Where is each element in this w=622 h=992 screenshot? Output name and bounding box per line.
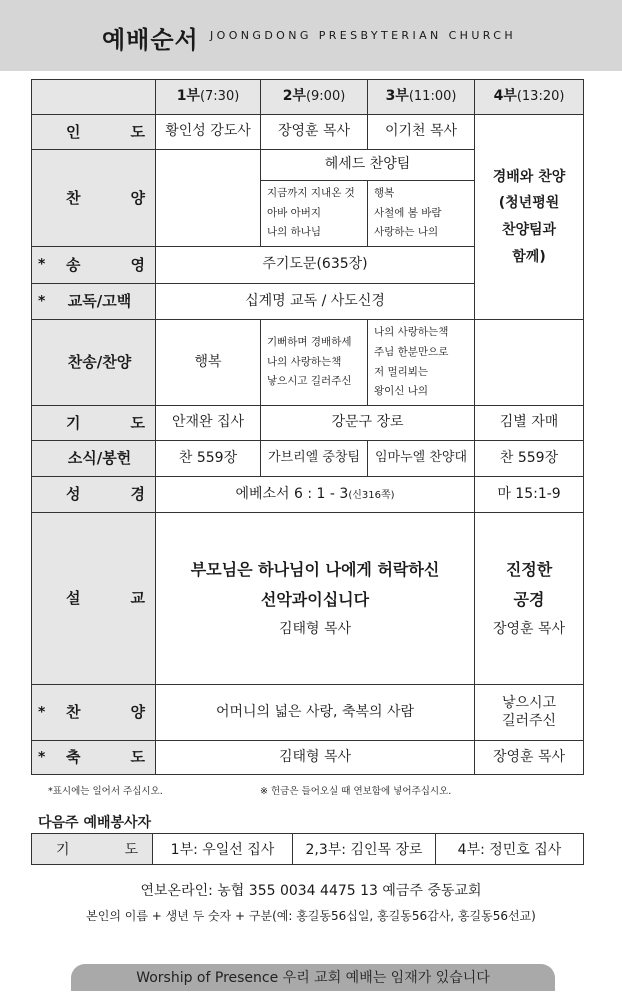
praise-service-2-songs: 지금까지 지내온 것 아바 아버지 나의 하나님 [261, 181, 368, 247]
prayer-row [32, 406, 584, 441]
praise-team: 헤세드 찬양팀 [261, 150, 475, 181]
offering-service-3: 임마누엘 찬양대 [368, 441, 475, 477]
sermon-title: 부모님은 하나님이 나에게 허락하신 [190, 559, 440, 579]
service-2-header: 2부(9:00) [261, 80, 368, 115]
benediction-service-4: 장영훈 목사 [475, 741, 584, 775]
sermon-preacher: 김태형 목사 [278, 620, 352, 637]
next-week-table [31, 833, 584, 865]
benediction-value: 김태형 목사 [156, 741, 475, 775]
hymn-service-2: 기뻐하며 경배하세 나의 사랑하는책 낳으시고 길러주신 [261, 320, 368, 406]
service-3-header: 3부(11:00) [368, 80, 475, 115]
praise2-service-4: 낳으시고 길러주신 [475, 685, 584, 741]
prayer-label: 기 도 [32, 406, 156, 441]
sermon-service-4: 진정한 공경 장영훈 목사 [475, 513, 584, 685]
label-text: 인 도 [66, 122, 145, 141]
offering-service-4: 찬 559장 [475, 441, 584, 477]
online-offering-info: 연보온라인: 농협 355 0034 4475 13 예금주 중동교회 [140, 883, 482, 899]
corner-cell [32, 80, 156, 115]
offering-row [32, 441, 584, 477]
praise-service-1 [156, 150, 261, 247]
hymn-service-4 [475, 320, 584, 406]
offering-label: 소식/봉헌 [32, 441, 156, 477]
scripture-label: 성 경 [32, 477, 156, 513]
scripture-service-4: 마 15:1-9 [475, 477, 584, 513]
worship-order-table [31, 79, 584, 775]
next-week-label: 기 도 [32, 834, 153, 865]
benediction-row [32, 741, 584, 775]
sermon-title-2: 선악과이십니다 [260, 590, 370, 610]
invocation-service-1: 황인성 강도사 [156, 115, 261, 150]
service-header-row [32, 80, 584, 115]
offering-service-1: 찬 559장 [156, 441, 261, 477]
next-week-service-4: 4부: 정민호 집사 [436, 834, 584, 865]
prayer-service-4: 김별 자매 [475, 406, 584, 441]
hymn-label: 찬송/찬양 [32, 320, 156, 406]
prayer-service-1: 안재완 집사 [156, 406, 261, 441]
next-week-row [32, 834, 584, 865]
benediction-label: * 축 도 [32, 741, 156, 775]
footer-banner: Worship of Presence 우리 교회 예배는 임재가 있습니다 [71, 964, 555, 991]
praise2-label: * 찬 양 [32, 685, 156, 741]
hymn-service-1: 행복 [156, 320, 261, 406]
service-1-header: 1부(7:30) [156, 80, 261, 115]
invocation-service-2: 장영훈 목사 [261, 115, 368, 150]
sermon-label: 설 교 [32, 513, 156, 685]
sermon-row [32, 513, 584, 685]
next-week-service-1: 1부: 우일선 집사 [153, 834, 293, 865]
hymn-row [32, 320, 584, 406]
song-value: 주기도문(635장) [156, 247, 475, 284]
next-week-service-2-3: 2,3부: 김인목 장로 [293, 834, 436, 865]
praise2-row [32, 685, 584, 741]
offering-note: ※ 헌금은 들어오실 때 연보함에 넣어주십시오. [260, 786, 452, 797]
next-week-title: 다음주 예배봉사자 [38, 815, 152, 831]
hymn-service-3: 나의 사랑하는책 주님 한분만으로 저 멀리뵈는 왕이신 나의 [368, 320, 475, 406]
church-name: JOONGDONG PRESBYTERIAN CHURCH [210, 29, 517, 42]
song-label: * 송 영 [32, 247, 156, 284]
offering-service-2: 가브리엘 중창팀 [261, 441, 368, 477]
sermon-value [156, 513, 475, 685]
online-offering-format: 본인의 이름 + 생년 두 숫자 + 구분(예: 홍길동56십일, 홍길동56감사, 홍길동56선교) [86, 909, 536, 923]
standing-note: *표시에는 일어서 주십시오. [48, 786, 163, 797]
prayer-service-2-3: 강문구 장로 [261, 406, 475, 441]
praise2-value: 어머니의 넓은 사랑, 축복의 사람 [156, 685, 475, 741]
scripture-row [32, 477, 584, 513]
header-banner [0, 0, 622, 71]
scripture-value: 에베소서 6 : 1 - 3(신316쪽) [156, 477, 475, 513]
praise-label: 찬 양 [32, 150, 156, 247]
page-title: 예배순서 [102, 26, 199, 54]
confession-label: * 교독/고백 [32, 284, 156, 320]
praise-service-3-songs: 행복 사철에 봄 바람 사랑하는 나의 [368, 181, 475, 247]
praise-service-4: 경배와 찬양 (청년평원 찬양팀과 함께) [475, 115, 584, 320]
service-4-header: 4부(13:20) [475, 80, 584, 115]
invocation-row [32, 115, 584, 150]
confession-value: 십계명 교독 / 사도신경 [156, 284, 475, 320]
invocation-label [32, 115, 156, 150]
invocation-service-3: 이기천 목사 [368, 115, 475, 150]
